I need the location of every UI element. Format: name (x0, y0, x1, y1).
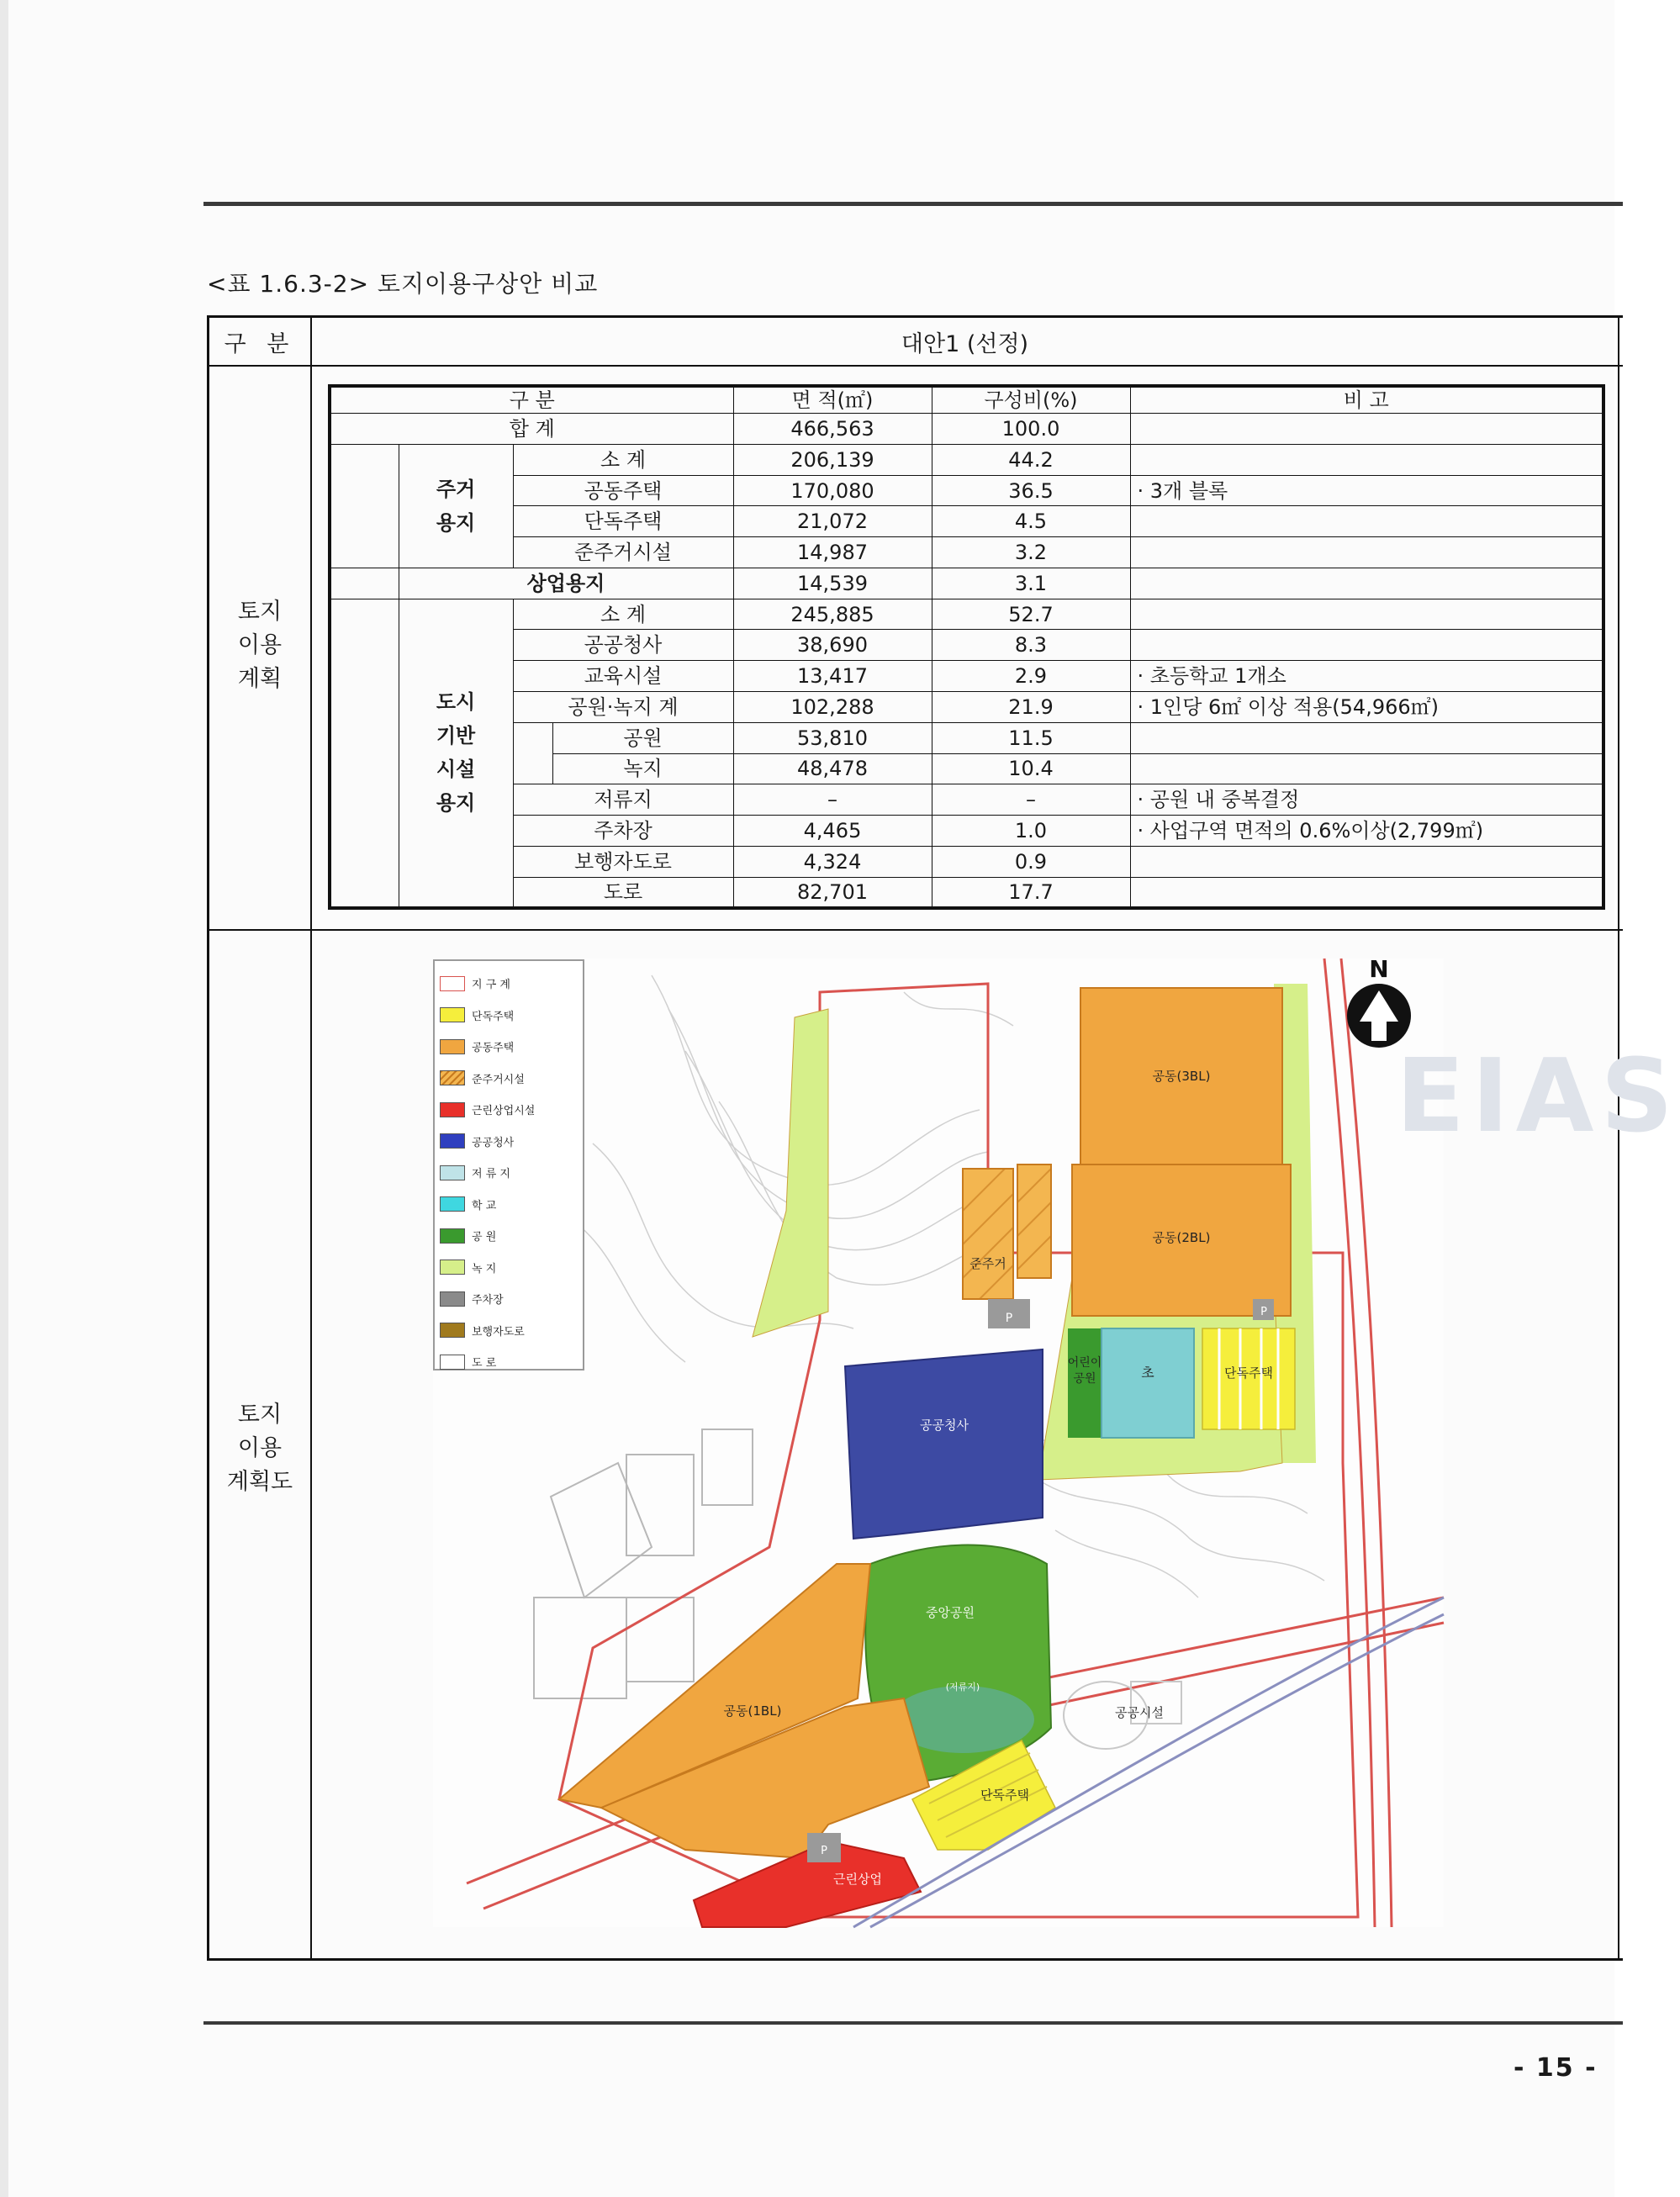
legend-swatch (440, 1102, 465, 1117)
table-cell: 245,885 (733, 599, 932, 630)
table-row (330, 661, 1603, 692)
label-parking-east: P (1260, 1306, 1267, 1318)
legend-label: 단독주택 (472, 1010, 515, 1023)
legend-swatch (440, 1291, 465, 1307)
zone-public-office (845, 1349, 1043, 1539)
table-cell: 상업용지 (399, 568, 733, 599)
table-cell: · 공원 내 중복결정 (1130, 784, 1603, 816)
side-label-line: 계획도 (226, 1469, 293, 1495)
table-cell: 14,987 (733, 537, 932, 568)
table-cell: 3.2 (932, 537, 1130, 568)
table-row (330, 599, 1603, 630)
label-semi-res: 준주거 (969, 1256, 1006, 1271)
table-cell: 교육시설 (513, 661, 733, 692)
table-cell: 주차장 (513, 816, 733, 847)
group-line: 용지 (436, 791, 476, 816)
label-apt2: 공동(2BL) (1152, 1230, 1211, 1245)
legend-item (440, 1157, 578, 1189)
label-kids-park-1: 어린이 (1067, 1356, 1102, 1370)
legend-swatch (440, 1260, 465, 1275)
table-row (330, 816, 1603, 847)
table-cell (1130, 630, 1603, 661)
table-cell: 4.5 (932, 506, 1130, 537)
divider (209, 365, 1623, 367)
legend-label: 주차장 (472, 1294, 504, 1307)
table-cell (330, 444, 399, 568)
table-cell: · 1인당 6㎡ 이상 적용(54,966㎡) (1130, 691, 1603, 722)
table-cell: 206,139 (733, 444, 932, 475)
legend-swatch (440, 1323, 465, 1338)
table-cell: 82,701 (733, 877, 932, 908)
table-cell: 4,465 (733, 816, 932, 847)
table-row (330, 784, 1603, 816)
table-cell: 2.9 (932, 661, 1130, 692)
table-cell: 공동주택 (513, 475, 733, 506)
top-rule (203, 202, 1623, 206)
legend-item (440, 1189, 578, 1221)
table-cell: 4,324 (733, 846, 932, 877)
table-row-commercial (330, 568, 1603, 599)
table-cell: 녹지 (552, 753, 733, 784)
group-line: 시설 (436, 758, 476, 782)
table-row (330, 475, 1603, 506)
table-cell (1130, 722, 1603, 753)
table-cell: 17.7 (932, 877, 1130, 908)
watermark: EIAS (1396, 1038, 1680, 1155)
table-cell (513, 722, 552, 784)
table-cell: 13,417 (733, 661, 932, 692)
legend-item (440, 1220, 578, 1252)
table-cell: 14,539 (733, 568, 932, 599)
legend-label: 근린상업시설 (472, 1105, 536, 1118)
label-school: 초 (1141, 1365, 1154, 1381)
group-line: 도시 (436, 690, 476, 715)
label-commercial: 근린상업 (833, 1872, 882, 1887)
zone-school (1102, 1328, 1194, 1438)
table-cell (330, 599, 399, 908)
legend-item (440, 1346, 578, 1378)
table-cell (1130, 877, 1603, 908)
legend-swatch (440, 1007, 465, 1022)
map-legend (433, 959, 584, 1370)
legend-item (440, 1126, 578, 1158)
legend-item (440, 1094, 578, 1126)
legend-item (440, 1000, 578, 1032)
header-category: 구 분 (224, 330, 296, 357)
legend-item (440, 1063, 578, 1095)
table-cell (1130, 846, 1603, 877)
table-cell: 21,072 (733, 506, 932, 537)
label-detached-s: 단독주택 (980, 1788, 1029, 1803)
legend-label: 학 교 (472, 1199, 497, 1212)
table-cell: 10.4 (932, 753, 1130, 784)
legend-item (440, 1031, 578, 1063)
table-row (330, 691, 1603, 722)
table-cell: 도로 (513, 877, 733, 908)
side-label-line: 토지 (237, 599, 283, 625)
legend-item (440, 1315, 578, 1347)
label-public-facility: 공공시설 (1115, 1705, 1164, 1720)
group-line: 용지 (436, 510, 476, 535)
table-cell: 36.5 (932, 475, 1130, 506)
table-header-row (330, 386, 1603, 414)
table-row (330, 846, 1603, 877)
legend-label: 녹 지 (472, 1262, 497, 1275)
label-public-office: 공공청사 (920, 1418, 969, 1433)
side-label-line: 이용 (237, 1435, 283, 1461)
table-cell: 52.7 (932, 599, 1130, 630)
legend-item (440, 968, 578, 1000)
table-row (330, 722, 1603, 753)
legend-swatch (440, 1039, 465, 1054)
legend-label: 보행자도로 (472, 1325, 525, 1339)
side-label-line: 계획 (237, 666, 283, 692)
table-row-total (330, 414, 1603, 445)
table-cell: 비 고 (1130, 386, 1603, 414)
label-apt1: 공동(1BL) (723, 1703, 782, 1719)
page-number: - 15 - (1514, 2053, 1598, 2083)
table-row (330, 877, 1603, 908)
zone-semi-res-west (963, 1169, 1013, 1299)
group-infrastructure (399, 599, 513, 908)
table-cell (1130, 599, 1603, 630)
group-residential (399, 444, 513, 568)
table-cell: 3.1 (932, 568, 1130, 599)
table-cell: 8.3 (932, 630, 1130, 661)
table-cell: 11.5 (932, 722, 1130, 753)
table-caption: <표 1.6.3-2> 토지이용구상안 비교 (207, 270, 599, 298)
table-cell (1130, 753, 1603, 784)
header-alternative: 대안1 (선정) (901, 330, 1029, 357)
table-cell: 보행자도로 (513, 846, 733, 877)
table-cell: 구 분 (330, 386, 733, 414)
table-cell: 53,810 (733, 722, 932, 753)
table-cell: · 초등학교 1개소 (1130, 661, 1603, 692)
legend-label: 준주거시설 (472, 1073, 525, 1086)
table-cell (1130, 414, 1603, 445)
legend-label: 공 원 (472, 1231, 497, 1244)
side-label-map (209, 1398, 310, 1499)
table-cell (1130, 537, 1603, 568)
group-line: 주거 (436, 477, 476, 501)
table-cell: 102,288 (733, 691, 932, 722)
table-row (330, 630, 1603, 661)
table-cell: 준주거시설 (513, 537, 733, 568)
legend-label: 저 류 지 (472, 1168, 510, 1181)
table-row (330, 444, 1603, 475)
table-cell: 구성비(%) (932, 386, 1130, 414)
label-parking-south: P (821, 1845, 827, 1857)
divider (310, 318, 312, 1958)
legend-swatch (440, 1165, 465, 1180)
table-cell (330, 568, 399, 599)
table-cell: 170,080 (733, 475, 932, 506)
legend-swatch (440, 1228, 465, 1244)
group-line: 기반 (436, 724, 476, 748)
legend-swatch (440, 1355, 465, 1370)
legend-label: 공공청사 (472, 1136, 515, 1149)
label-reservoir: (저류지) (945, 1682, 980, 1693)
table-cell: 48,478 (733, 753, 932, 784)
table-cell: 공원·녹지 계 (513, 691, 733, 722)
land-use-map (433, 955, 1444, 1927)
legend-item (440, 1252, 578, 1284)
zone-semi-res-east (1017, 1165, 1051, 1278)
label-parking-north: P (1005, 1312, 1013, 1325)
table-cell: 소 계 (513, 599, 733, 630)
table-cell: · 사업구역 면적의 0.6%이상(2,799㎡) (1130, 816, 1603, 847)
legend-swatch (440, 1070, 465, 1085)
legend-label: 지 구 계 (472, 979, 510, 992)
table-cell: 공공청사 (513, 630, 733, 661)
table-cell: 44.2 (932, 444, 1130, 475)
side-label-line: 이용 (237, 632, 283, 658)
table-cell: 공원 (552, 722, 733, 753)
north-label: N (1369, 955, 1389, 983)
legend-swatch (440, 976, 465, 991)
table-cell: 단독주택 (513, 506, 733, 537)
label-apt3: 공동(3BL) (1152, 1069, 1211, 1084)
table-cell: 소 계 (513, 444, 733, 475)
table-cell: 100.0 (932, 414, 1130, 445)
bottom-rule (203, 2021, 1623, 2025)
label-kids-park-2: 공원 (1073, 1372, 1096, 1386)
table-cell: · 3개 블록 (1130, 475, 1603, 506)
table-cell: 466,563 (733, 414, 932, 445)
side-label-line: 토지 (237, 1402, 283, 1428)
legend-swatch (440, 1196, 465, 1212)
table-cell: 면 적(㎡) (733, 386, 932, 414)
label-detached-ne: 단독주택 (1224, 1365, 1273, 1381)
legend-label: 공동주택 (472, 1042, 515, 1055)
table-cell: 합 계 (330, 414, 733, 445)
side-label-plan (209, 595, 310, 696)
table-cell: 1.0 (932, 816, 1130, 847)
table-cell (1130, 568, 1603, 599)
table-cell: – (733, 784, 932, 816)
table-cell (1130, 506, 1603, 537)
table-cell: 38,690 (733, 630, 932, 661)
land-use-table (328, 384, 1605, 910)
table-cell: 21.9 (932, 691, 1130, 722)
legend-label: 도 로 (472, 1357, 497, 1370)
table-row (330, 506, 1603, 537)
legend-swatch (440, 1133, 465, 1149)
divider (209, 929, 1623, 931)
table-cell: 저류지 (513, 784, 733, 816)
table-cell: 0.9 (932, 846, 1130, 877)
table-cell: – (932, 784, 1130, 816)
legend-item (440, 1283, 578, 1315)
label-central-park: 중앙공원 (926, 1605, 975, 1620)
table-row (330, 537, 1603, 568)
table-cell (1130, 444, 1603, 475)
